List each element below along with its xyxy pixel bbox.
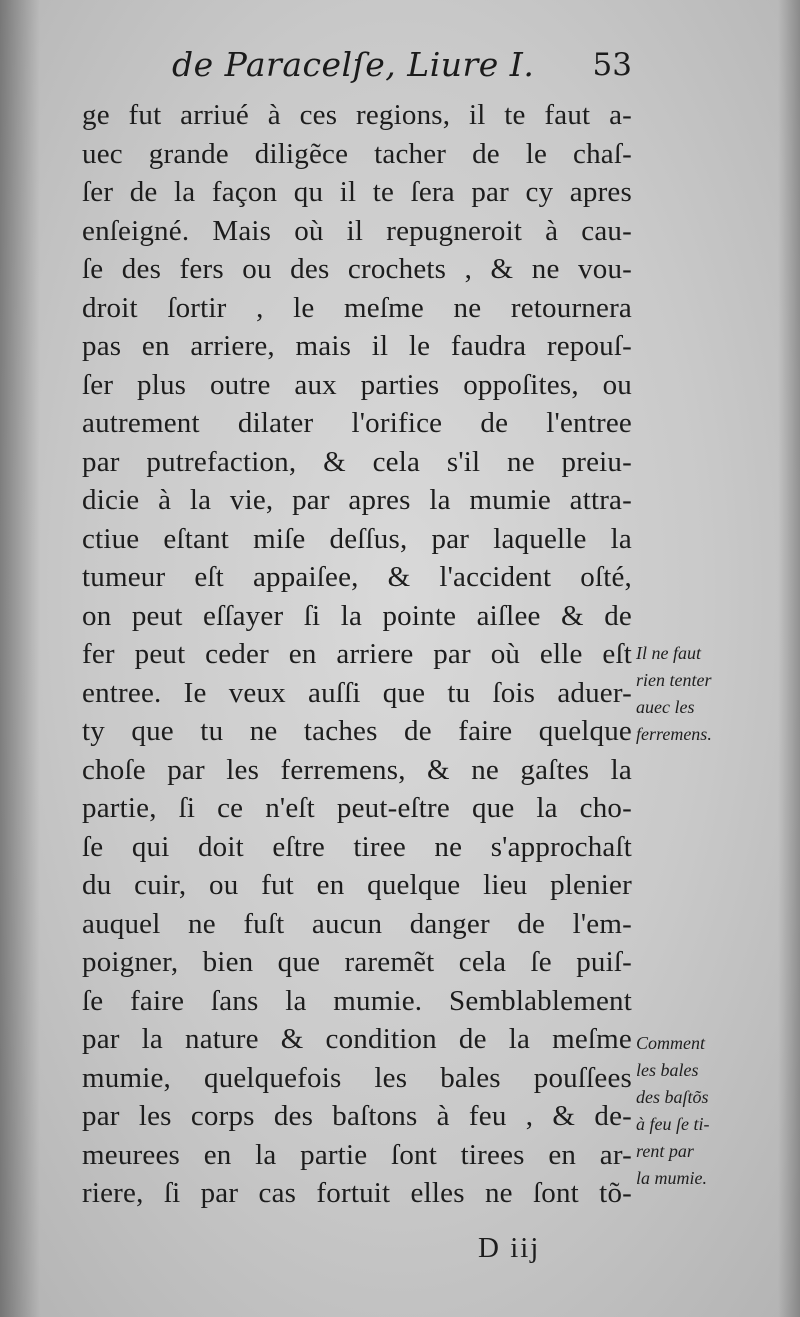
- margin-note-bales: [636, 1030, 786, 1192]
- text-line: ſer de la façon qu il te ſera par cy apres: [82, 176, 632, 208]
- margin-note-line: rien tenter: [636, 670, 712, 690]
- text-line: choſe par les ferremens, & ne gaſtes la: [82, 753, 632, 786]
- text-line: mumie, quelquefois les bales pouſſees: [82, 1061, 632, 1094]
- text-line: autrement dilater l'orifice de l'entree: [82, 407, 632, 439]
- text-line: partie, ſi ce n'eſt peut-eſtre que la cho-: [82, 792, 632, 824]
- margin-note-line: ferremens.: [636, 724, 712, 744]
- text-line: ge fut arriué à ces regions, il te faut a-: [82, 99, 632, 131]
- text-line: tumeur eſt appaiſee, & l'accident oſté,: [82, 561, 632, 593]
- text-line: riere, ſi par cas fortuit elles ne ſont tõ-: [82, 1177, 632, 1209]
- text-line: par les corps des baſtons à feu , & de-: [82, 1100, 632, 1132]
- text-line: par la nature & condition de la meſme: [82, 1023, 632, 1055]
- text-line: ſe des fers ou des crochets , & ne vou-: [82, 253, 632, 285]
- margin-note-line: Comment: [636, 1033, 705, 1053]
- page-number: 53: [592, 47, 632, 83]
- margin-note-line: la mumie.: [636, 1168, 707, 1188]
- margin-note-ferremens: [636, 640, 786, 748]
- text-line: ctiue eſtant miſe deſſus, par laquelle la: [82, 522, 632, 555]
- text-line: on peut eſſayer ſi la pointe aiſlee & de: [82, 599, 632, 632]
- main-text-block: [82, 96, 632, 1213]
- signature-mark: D iij: [478, 1232, 541, 1264]
- text-line: enſeigné. Mais où il repugneroit à cau-: [82, 214, 632, 247]
- text-line: ſe qui doit eſtre tiree ne s'approchaſt: [82, 830, 632, 863]
- text-line: poigner, bien que raremẽt cela ſe puiſ-: [82, 946, 632, 978]
- text-line: droit ſortir , le meſme ne retournera: [82, 291, 632, 324]
- text-line: du cuir, ou fut en quelque lieu plenier: [82, 869, 632, 901]
- text-line: dicie à la vie, par apres la mumie attra-: [82, 484, 632, 516]
- gutter-shadow: [0, 0, 40, 1317]
- margin-note-line: rent par: [636, 1141, 694, 1161]
- margin-note-line: des baſtõs: [636, 1087, 709, 1107]
- margin-note-line: les bales: [636, 1060, 699, 1080]
- text-line: entree. Ie veux auſſi que tu ſois aduer-: [82, 676, 632, 709]
- text-line: auquel ne fuſt aucun danger de l'em-: [82, 907, 632, 940]
- text-line: ſer plus outre aux parties oppoſites, ou: [82, 368, 632, 401]
- margin-note-line: Il ne faut: [636, 643, 701, 663]
- text-line: ty que tu ne taches de faire quelque: [82, 715, 632, 747]
- text-line: par putrefaction, & cela s'il ne preiu-: [82, 445, 632, 478]
- text-line: ſe faire ſans la mumie. Semblablement: [82, 984, 632, 1017]
- page-header: [172, 45, 632, 95]
- margin-note-line: auec les: [636, 697, 695, 717]
- running-head: de Paracelſe, Liure I.: [172, 45, 535, 84]
- text-line: uec grande diligẽce tacher de le chaſ-: [82, 137, 632, 170]
- text-line: meurees en la partie ſont tirees en ar-: [82, 1138, 632, 1171]
- margin-note-line: à feu ſe ti-: [636, 1114, 710, 1134]
- text-line: pas en arriere, mais il le faudra repouſ-: [82, 330, 632, 362]
- text-line: fer peut ceder en arriere par où elle eſt: [82, 638, 632, 670]
